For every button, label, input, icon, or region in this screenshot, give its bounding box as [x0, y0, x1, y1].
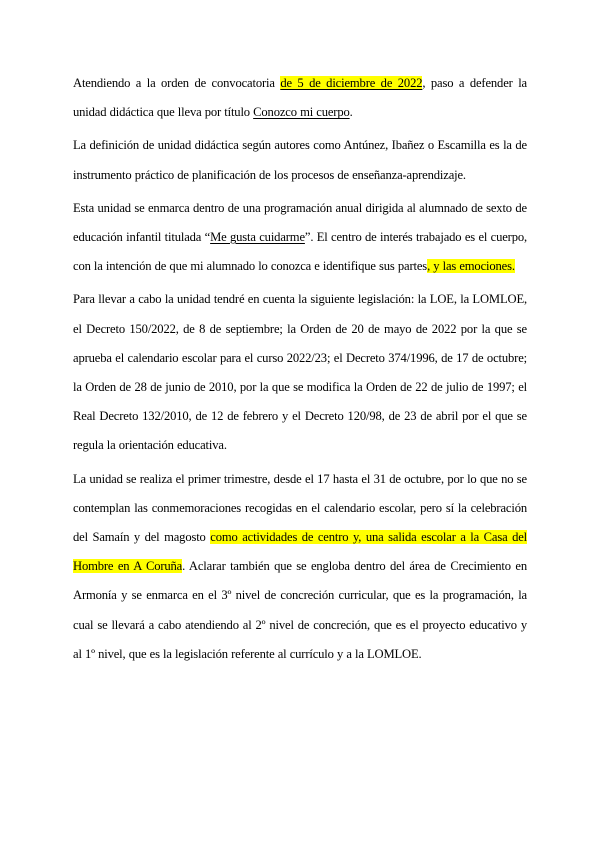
paragraph-legislacion: [73, 285, 527, 460]
paragraph-convocatoria: [73, 69, 527, 127]
unit-title: Conozco mi cuerpo: [253, 105, 350, 120]
text-segment: . Aclarar también que se engloba dentro del área de Crecimiento en Armonía y se enmarca en el 3º nivel de concreción curricular, que es la programación, la cual se llevará a cabo atendiendo al 2º nivel de concreción, que es el proyecto educativo y al 1º nivel, que es la legislación referente al currículo y a la LOMLOE.: [73, 559, 527, 661]
document-page: [73, 69, 527, 673]
paragraph-programacion: [73, 194, 527, 282]
programme-title: Me gusta cuidarme: [210, 230, 305, 245]
highlighted-activities: como actividades de centro y, una salida escolar a la Casa del Hombre en A Coruña: [73, 530, 528, 574]
text-segment: Para llevar a cabo la unidad tendré en cuenta la siguiente legislación: la LOE, la LOMLOE, el Decreto 150/2022, de 8 de septiembre; la Orden de 20 de mayo de 2022 por la que se aprueba el calendario escolar para el curso 2022/23; el Decreto 374/1996, de 17 de octubre; la Orden de 28 de junio de 2010, por la que se modifica la Orden de 22 de julio de 1997; el Real Decreto 132/2010, de 12 de febrero y el Decreto 120/98, de 23 de abril por el que se regula la orientación educativa.: [73, 292, 527, 453]
highlighted-date: de 5 de diciembre de 2022: [280, 76, 423, 90]
text-segment: La unidad se realiza el primer trimestre, desde el 17 hasta el 31 de octubre, por lo que no se contemplan las conmemoraciones recogidas en el calendario escolar, pero sí la celebración del Samaín y del magosto: [73, 471, 527, 545]
highlighted-emotions: , y las emociones.: [427, 259, 515, 274]
text-segment: ”. El centro de interés trabajado es el cuerpo, con la intención de que mi alumnado lo conozca e identifique sus partes: [73, 230, 528, 274]
text-segment: Atendiendo a la orden de convocatoria: [73, 76, 281, 90]
text-segment: , paso a defender la unidad didáctica que lleva por título: [73, 76, 527, 120]
text-segment: Esta unidad se enmarca dentro de una programación anual dirigida al alumnado de sexto de educación infantil titulada “: [73, 200, 527, 245]
paragraph-definicion: [73, 131, 527, 189]
text-segment: La definición de unidad didáctica según autores como Antúnez, Ibañez o Escamilla es la de instrumento práctico de planificación de los procesos de enseñanza-aprendizaje.: [73, 138, 527, 182]
paragraph-temporalizacion: [73, 465, 527, 669]
text-segment: .: [349, 105, 353, 120]
